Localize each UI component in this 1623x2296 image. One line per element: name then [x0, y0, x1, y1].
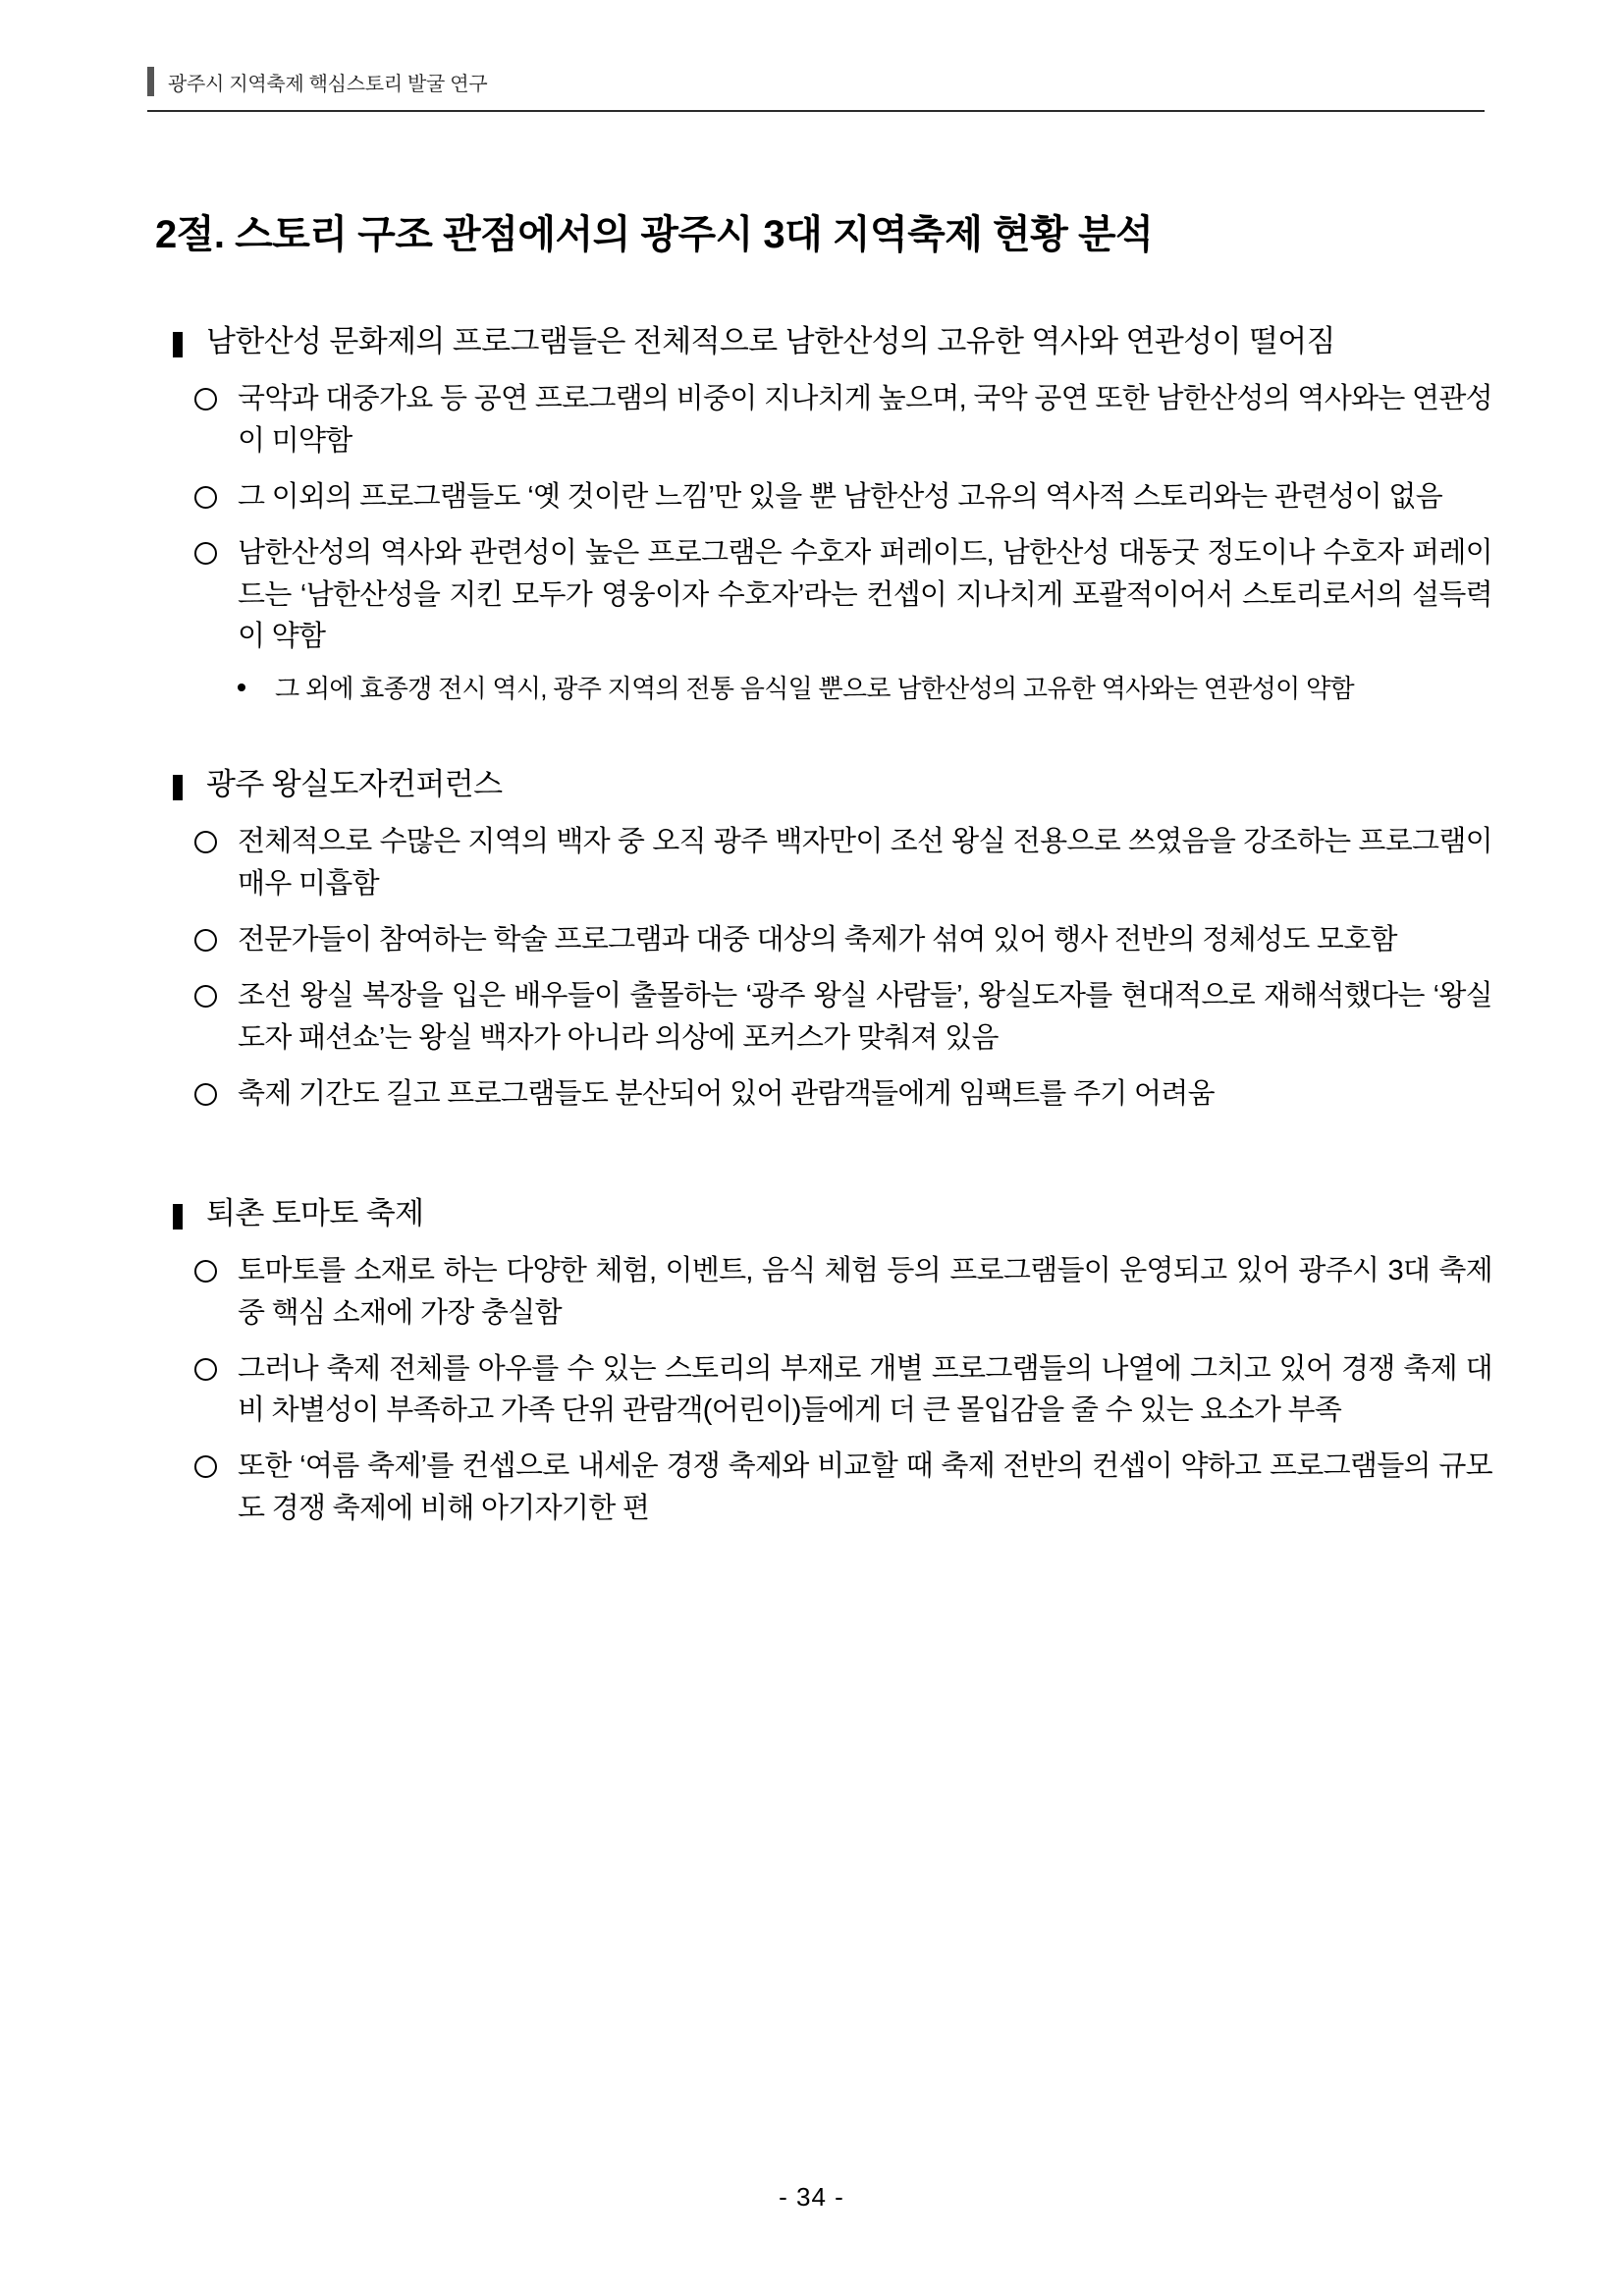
level2-bullet-item — [147, 1250, 1492, 1335]
level1-text: 광주 왕실도자컨퍼런스 — [206, 767, 503, 802]
level2-text: 그 이외의 프로그램들도 ‘옛 것이란 느낌’만 있을 뿐 남한산성 고유의 역사적 스토리와는 관련성이 없음 — [238, 480, 1443, 513]
running-header-title: 광주시 지역축제 핵심스토리 발굴 연구 — [168, 73, 488, 95]
level2-bullet-item — [147, 1446, 1492, 1530]
circle-bullet-icon — [194, 831, 217, 853]
document-body — [147, 295, 1492, 1530]
level1-text: 퇴촌 토마토 축제 — [206, 1195, 424, 1230]
level2-bullet-item — [147, 1348, 1492, 1433]
level2-text: 또한 ‘여름 축제’를 컨셉으로 내세운 경쟁 축제와 비교할 때 축제 전반의 컨셉이 약하고 프로그램들의 규모도 경쟁 축제에 비해 아기자기한 편 — [238, 1450, 1492, 1525]
level2-text: 축제 기간도 길고 프로그램들도 분산되어 있어 관람객들에게 임팩트를 주기 어려움 — [238, 1077, 1215, 1110]
level2-text: 전문가들이 참여하는 학술 프로그램과 대중 대상의 축제가 섞여 있어 행사 전반의 정체성도 모호함 — [238, 924, 1397, 957]
square-bullet-icon — [173, 332, 183, 357]
content-block — [147, 320, 1492, 708]
page-number: - 34 - — [779, 2182, 844, 2212]
running-header — [147, 67, 1483, 96]
level3-text: 그 외에 효종갱 전시 역시, 광주 지역의 전통 음식일 뿐으로 남한산성의 고유한 역사와는 연관성이 약함 — [275, 674, 1354, 704]
level1-text: 남한산성 문화제의 프로그램들은 전체적으로 남한산성의 고유한 역사와 연관성이 떨어짐 — [206, 324, 1335, 358]
level2-bullet-item — [147, 532, 1492, 659]
square-bullet-icon — [173, 775, 183, 800]
circle-bullet-icon — [194, 542, 217, 565]
level2-bullet-item — [147, 919, 1492, 961]
circle-bullet-icon — [194, 1260, 217, 1283]
block-spacer — [147, 1116, 1492, 1167]
circle-bullet-icon — [194, 929, 217, 952]
header-divider — [147, 110, 1485, 112]
level2-text: 국악과 대중가요 등 공연 프로그램의 비중이 지나치게 높으며, 국악 공연 또한 남한산성의 역사와는 연관성이 미약함 — [238, 382, 1492, 457]
level2-text: 조선 왕실 복장을 입은 배우들이 출몰하는 ‘광주 왕실 사람들’, 왕실도자를 현대적으로 재해석했다는 ‘왕실도자 패션쇼’는 왕실 백자가 아니라 의상에 포커스가 맞춰져 있음 — [238, 980, 1492, 1054]
level2-text: 그러나 축제 전체를 아우를 수 있는 스토리의 부재로 개별 프로그램들의 나열에 그치고 있어 경쟁 축제 대비 차별성이 부족하고 가족 단위 관람객(어린이)들에게 더 큰 몰입감을 줄 수 있는 요소가 부족 — [238, 1352, 1493, 1427]
level2-bullet-item — [147, 1073, 1492, 1116]
level1-bullet-item — [147, 1192, 1492, 1236]
level3-bullet-item — [147, 670, 1492, 708]
level2-text: 남한산성의 역사와 관련성이 높은 프로그램은 수호자 퍼레이드, 남한산성 대동굿 정도이나 수호자 퍼레이드는 ‘남한산성을 지킨 모두가 영웅이자 수호자’라는 컨셉이 지나치게 포괄적이어서 스토리로서의 설득력이 약함 — [238, 536, 1492, 653]
circle-bullet-icon — [194, 1358, 217, 1381]
level2-text: 전체적으로 수많은 지역의 백자 중 오직 광주 백자만이 조선 왕실 전용으로 쓰였음을 강조하는 프로그램이 매우 미흡함 — [238, 826, 1492, 901]
level2-text: 토마토를 소재로 하는 다양한 체험, 이벤트, 음식 체험 등의 프로그램들이 운영되고 있어 광주시 3대 축제 중 핵심 소재에 가장 충실함 — [238, 1254, 1492, 1329]
level2-bullet-item — [147, 975, 1492, 1060]
level2-bullet-item — [147, 378, 1492, 463]
circle-bullet-icon — [194, 486, 217, 509]
dot-bullet-icon — [238, 683, 245, 691]
circle-bullet-icon — [194, 388, 217, 410]
content-block — [147, 763, 1492, 1115]
circle-bullet-icon — [194, 1083, 217, 1106]
page-title: 2절. 스토리 구조 관점에서의 광주시 3대 지역축제 현황 분석 — [155, 212, 1154, 256]
level2-bullet-item — [147, 476, 1492, 519]
content-block — [147, 1192, 1492, 1530]
square-bullet-icon — [173, 1204, 183, 1230]
circle-bullet-icon — [194, 1455, 217, 1478]
header-accent-bar — [147, 67, 154, 96]
level1-bullet-item — [147, 320, 1492, 364]
level2-bullet-item — [147, 821, 1492, 905]
block-spacer — [147, 708, 1492, 738]
circle-bullet-icon — [194, 985, 217, 1008]
level1-bullet-item — [147, 763, 1492, 807]
